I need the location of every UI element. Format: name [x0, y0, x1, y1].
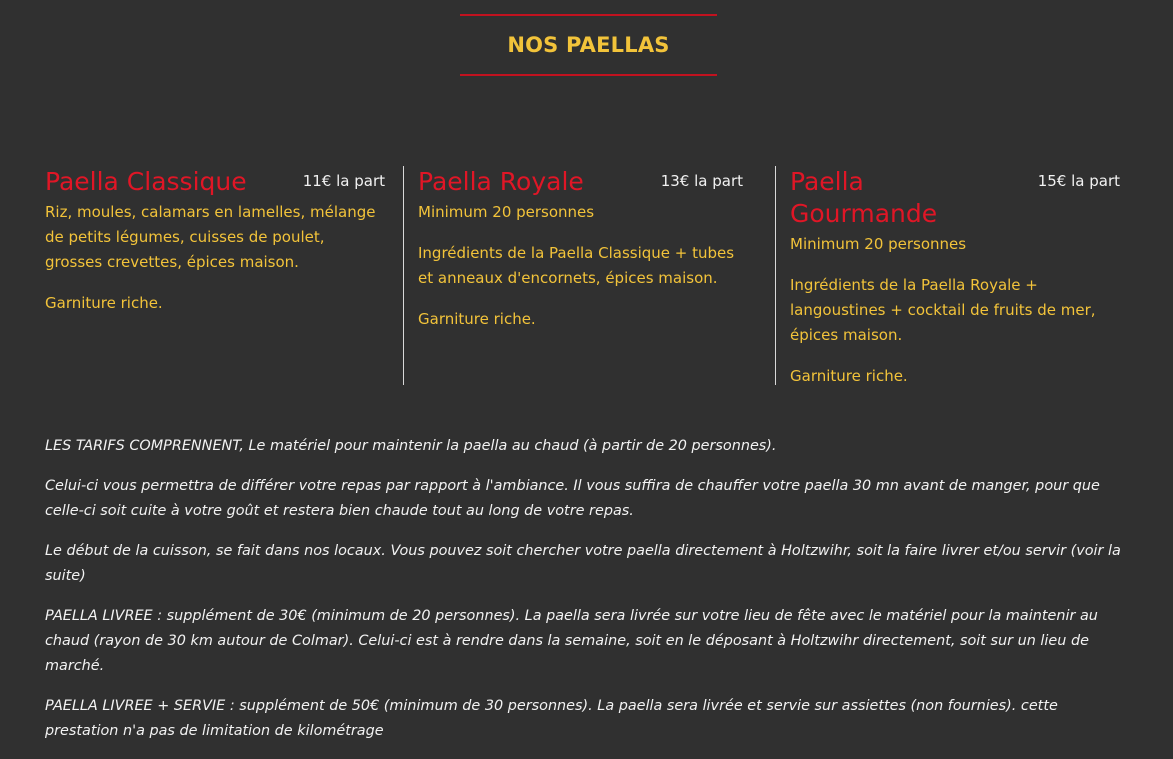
paella-card-header — [45, 166, 385, 198]
section-title: NOS PAELLAS — [507, 33, 670, 57]
paella-garnish: Garniture riche. — [418, 310, 536, 328]
paella-price: 15€ la part — [1037, 172, 1120, 190]
pricing-info-paragraph: Le début de la cuisson, se fait dans nos locaux. Vous pouvez soit chercher votre paella directement à Holtzwihr, soit la faire livrer et/ou servir (voir la suite) — [45, 543, 1121, 584]
paella-card-gourmande — [775, 166, 1120, 385]
paella-name: Paella Gourmande — [790, 167, 938, 228]
paella-price: 13€ la part — [660, 172, 743, 190]
paella-minimum: Minimum 20 personnes — [790, 235, 967, 253]
paella-description: Riz, moules, calamars en lamelles, mélange de petits légumes, cuisses de poulet, grosses crevettes, épices maison. — [45, 203, 376, 271]
paella-card-classique — [45, 166, 385, 385]
paella-card-header — [418, 166, 743, 198]
pricing-info-paragraph: LES TARIFS COMPRENNENT, Le matériel pour maintenir la paella au chaud (à partir de 20 personnes). — [45, 438, 777, 454]
paella-card-header — [790, 166, 1120, 230]
pricing-info-paragraph: PAELLA LIVREE + SERVIE : supplément de 50€ (minimum de 30 personnes). La paella sera livrée et servie sur assiettes (non fournies). cette prestation n'a pas de limitation de kilométrage — [45, 698, 1058, 739]
paella-description: Ingrédients de la Paella Classique + tubes et anneaux d'encornets, épices maison. — [418, 244, 735, 287]
pricing-info-paragraph: PAELLA LIVREE : supplément de 30€ (minimum de 20 personnes). La paella sera livrée sur votre lieu de fête avec le matériel pour la maintenir au chaud (rayon de 30 km autour de Colmar). Celui-ci est à rendre dans la semaine, soit en le déposant à Holtzwihr directement, soit sur un lieu de marché. — [45, 608, 1098, 674]
paella-card-royale — [403, 166, 743, 385]
paella-garnish: Garniture riche. — [790, 367, 908, 385]
pricing-info — [45, 434, 1135, 759]
paella-garnish: Garniture riche. — [45, 294, 163, 312]
paella-price: 11€ la part — [302, 172, 385, 190]
paella-minimum: Minimum 20 personnes — [418, 203, 595, 221]
section-title-frame — [460, 14, 717, 76]
pricing-info-paragraph: Celui-ci vous permettra de différer votre repas par rapport à l'ambiance. Il vous suffira de chauffer votre paella 30 mn avant de manger, pour que celle-ci soit cuite à votre goût et restera bien chaude tout au long de votre repas. — [45, 478, 1100, 519]
paella-name: Paella Classique — [45, 167, 247, 196]
paella-name: Paella Royale — [418, 167, 584, 196]
paella-description: Ingrédients de la Paella Royale + langoustines + cocktail de fruits de mer, épices maison. — [790, 276, 1096, 344]
